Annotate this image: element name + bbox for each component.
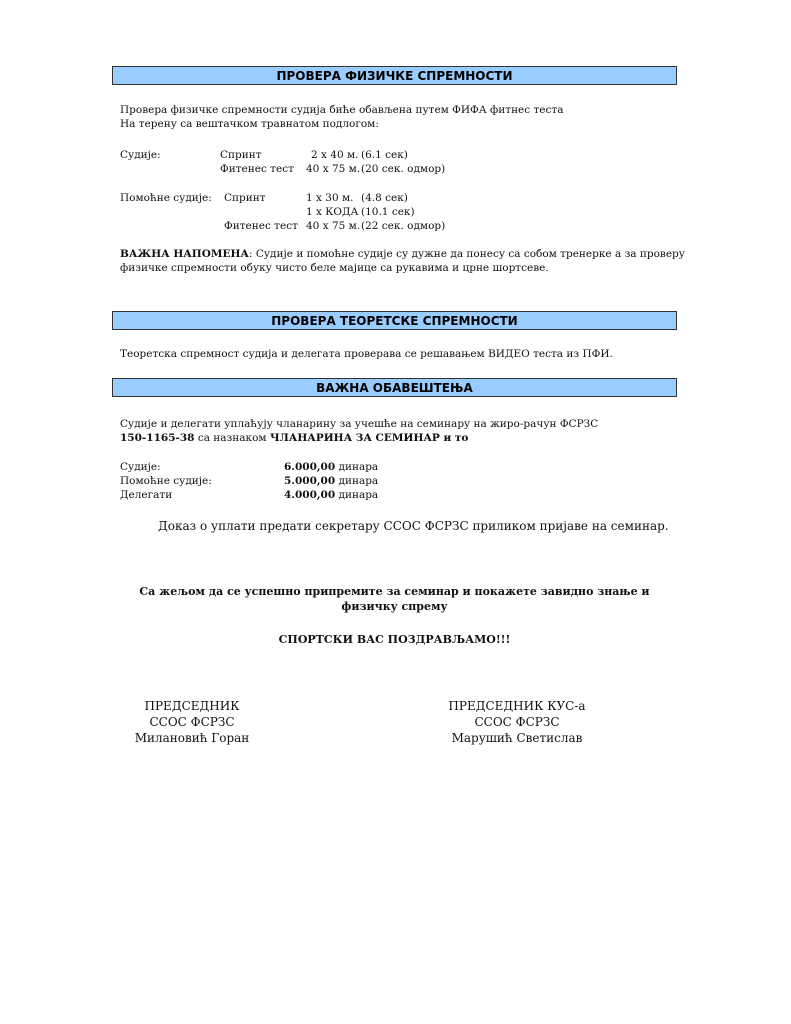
test-time: (20 сек. одмор) [361, 163, 446, 175]
fee-intro: Судије и делегати уплаћују чланарину за учешће на семинару на жиро-рачун ФСРЗС [120, 418, 599, 430]
account-line [120, 431, 468, 445]
test-reps: 2 х 40 м. [311, 149, 359, 161]
test-name: Спринт [224, 192, 266, 204]
signature-name: Милановић Горан [134, 731, 250, 745]
closing-wish-1: Са жељом да се успешно припремите за семинар и покажете завидно знање и [139, 585, 650, 598]
test-reps: 1 х КОДА [306, 206, 359, 218]
fee-label: Делегати [120, 489, 173, 501]
section-title: ПРОВЕРА ТЕОРЕТСКЕ СПРЕМНОСТИ [271, 313, 518, 328]
fee-amount: 5.000,00 динара [284, 475, 379, 487]
assistants-label: Помоћне судије: [120, 192, 212, 204]
test-reps: 1 х 30 м. [306, 192, 354, 204]
test-time: (4.8 сек) [361, 192, 408, 204]
account-number: 150-1165-38 [120, 432, 195, 444]
signature-left [112, 698, 272, 746]
important-note-text: : Судије и помоћне судије су дужне да понесу са собом тренерке а за проверу [248, 248, 685, 260]
section-title: ПРОВЕРА ФИЗИЧКЕ СПРЕМНОСТИ [276, 68, 513, 83]
section-header-theory [112, 311, 677, 330]
signature-org: ССОС ФСРЗС [474, 715, 560, 729]
signature-org: ССОС ФСРЗС [149, 715, 235, 729]
theory-text: Теоретска спремност судија и делегата проверава се решавањем ВИДЕО теста из ПФИ. [120, 348, 613, 360]
test-time: (10.1 сек) [361, 206, 415, 218]
signature-title: ПРЕДСЕДНИК КУС-а [448, 699, 586, 713]
test-time: (22 сек. одмор) [361, 220, 446, 232]
test-time: (6.1 сек) [361, 149, 408, 161]
physical-intro-2: На терену са вештачком травнатом подлогом: [120, 118, 379, 130]
payment-purpose: ЧЛАНАРИНА ЗА СЕМИНАР и то [269, 432, 469, 444]
referees-label: Судије: [120, 149, 161, 161]
physical-intro-1: Провера физичке спремности судија биће обављена путем ФИФА фитнес теста [120, 104, 564, 116]
test-name: Фитенес тест [224, 220, 298, 232]
fee-amount: 4.000,00 динара [284, 489, 379, 501]
closing-greeting: СПОРТСКИ ВАС ПОЗДРАВЉАМО!!! [278, 633, 511, 646]
section-title: ВАЖНА ОБАВЕШТЕЊА [316, 380, 473, 395]
test-reps: 40 х 75 м. [306, 220, 361, 232]
test-reps: 40 х 75 м. [306, 163, 361, 175]
signature-title: ПРЕДСЕДНИК [144, 699, 240, 713]
important-note-line-2: физичке спремности обуку чисто беле мајице са рукавима и црне шортсеве. [120, 262, 549, 274]
signature-name: Марушић Светислав [451, 731, 583, 745]
test-name: Фитенес тест [220, 163, 294, 175]
fee-amount: 6.000,00 динара [284, 461, 379, 473]
section-header-physical [112, 66, 677, 85]
important-note-label: ВАЖНА НАПОМЕНА [120, 248, 249, 260]
fee-label: Помоћне судије: [120, 475, 212, 487]
closing-wish-2: физичку спрему [341, 600, 448, 613]
fee-label: Судије: [120, 461, 161, 473]
payment-proof: Доказ о уплати предати секретару ССОС ФСРЗС приликом пријаве на семинар. [158, 519, 669, 533]
test-name: Спринт [220, 149, 262, 161]
section-header-notices [112, 378, 677, 397]
signature-right [432, 698, 602, 746]
account-mid: са назнаком [194, 432, 270, 444]
important-note-line-1 [120, 247, 685, 261]
